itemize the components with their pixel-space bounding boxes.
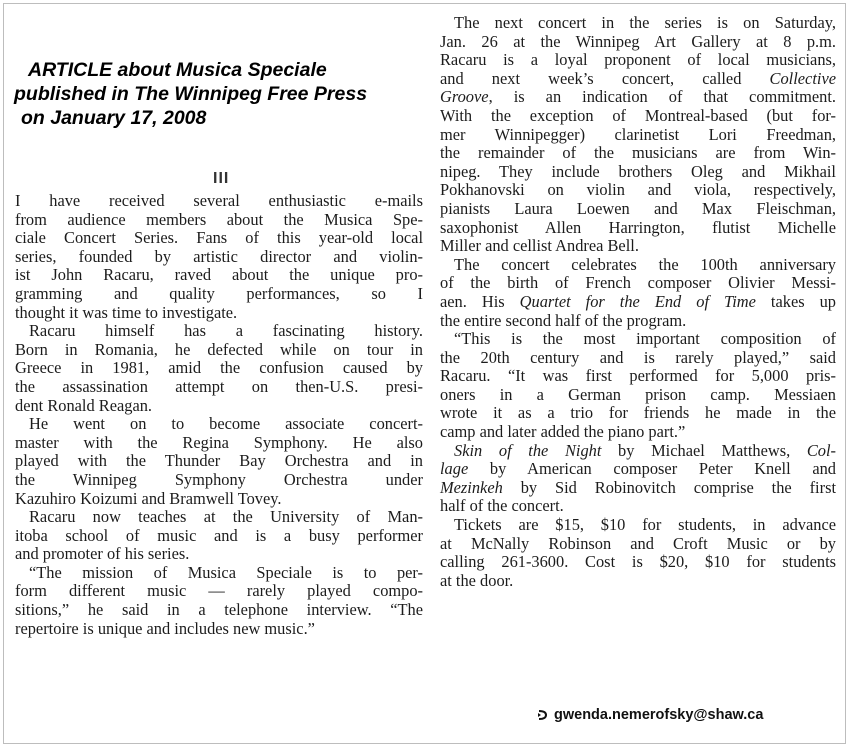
- article-line: saxophonist Allen Harrington, flutist Michelle: [440, 217, 836, 237]
- article-line: thought it was time to investigate.: [15, 302, 238, 322]
- article-line: form different music — rarely played compo-: [15, 581, 423, 601]
- article-line: ciale Concert Series. Fans of this year-old local: [15, 228, 423, 248]
- article-line: With the exception of Montreal-based (but for-: [440, 105, 836, 125]
- article-line: series, founded by artistic director and violin-: [15, 246, 423, 266]
- article-line: oners in a German prison camp. Messiaen: [440, 384, 836, 404]
- article-line: Pokhanovski on violin and viola, respectively,: [440, 180, 836, 200]
- article-left-column: [15, 192, 423, 638]
- article-line: played with the Thunder Bay Orchestra and in: [15, 451, 423, 471]
- article-line: from audience members about the Musica Spe-: [15, 209, 423, 229]
- article-line: repertoire is unique and includes new music.”: [15, 618, 315, 638]
- article-line: calling 261-3600. Cost is $20, $10 for students: [440, 552, 836, 572]
- arrow-icon: [537, 708, 549, 722]
- article-line: the Winnipeg Symphony Orchestra under: [15, 469, 423, 489]
- article-line: Skin of the Night by Michael Matthews, Col-: [454, 440, 836, 460]
- article-line: master with the Regina Symphony. He also: [15, 432, 423, 452]
- article-line: Racaru now teaches at the University of Man-: [29, 507, 423, 527]
- article-line: Groove, is an indication of that commitment.: [440, 87, 836, 107]
- article-caption: [14, 58, 434, 130]
- article-line: itoba school of music and is a busy performer: [15, 525, 423, 545]
- author-email-text[interactable]: gwenda.nemerofsky@shaw.ca: [554, 707, 764, 723]
- article-line: “This is the most important composition of: [454, 329, 836, 349]
- article-line: pianists Laura Loewen and Max Fleischman,: [440, 198, 836, 218]
- article-line: the assassination attempt on then-U.S. presi-: [15, 376, 423, 396]
- article-line: and next week’s concert, called Collective: [440, 68, 836, 88]
- article-line: Miller and cellist Andrea Bell.: [440, 236, 639, 256]
- article-line: Racaru. “It was first performed for 5,000 pris-: [440, 366, 836, 386]
- article-line: The next concert in the series is on Saturday,: [454, 13, 836, 32]
- article-line: Mezinkeh by Sid Robinovitch comprise the first: [440, 477, 836, 497]
- caption-line-1: ARTICLE about Musica Speciale: [28, 59, 327, 81]
- article-right-column: [440, 14, 836, 590]
- caption-line-2: published in The Winnipeg Free Press: [14, 83, 368, 105]
- author-email[interactable]: [537, 707, 763, 723]
- article-line: the entire second half of the program.: [440, 310, 687, 330]
- article-line: the remainder of the musicians are from Win-: [440, 143, 836, 163]
- article-line: Racaru is a loyal proponent of local musicians,: [440, 50, 836, 70]
- article-line: lage by American composer Peter Knell and: [440, 459, 836, 479]
- article-line: camp and later added the piano part.”: [440, 422, 686, 442]
- article-line: Racaru himself has a fascinating history.: [29, 321, 423, 341]
- article-line: Greece in 1981, amid the confusion caused by: [15, 358, 423, 378]
- article-line: at McNally Robinson and Croft Music or by: [440, 533, 836, 553]
- article-line: The concert celebrates the 100th anniversary: [454, 254, 836, 274]
- article-line: He went on to become associate concert-: [29, 414, 423, 434]
- article-line: Born in Romania, he defected while on tour in: [15, 339, 423, 359]
- article-line: Kazuhiro Koizumi and Bramwell Tovey.: [15, 488, 282, 508]
- article-line: the 20th century and is rarely played,” said: [440, 347, 836, 367]
- section-separator: III: [213, 170, 230, 187]
- article-line: nipeg. They include brothers Oleg and Mikhail: [440, 161, 836, 181]
- article-line: of the birth of French composer Olivier Messi-: [440, 273, 836, 293]
- article-line: and promoter of his series.: [15, 544, 190, 564]
- article-line: Jan. 26 at the Winnipeg Art Gallery at 8 p.m.: [440, 31, 836, 51]
- article-line: “The mission of Musica Speciale is to per-: [29, 562, 423, 582]
- caption-line-3: on January 17, 2008: [21, 107, 207, 129]
- article-line: Tickets are $15, $10 for students, in advance: [454, 515, 836, 535]
- article-line: gramming and quality performances, so I: [15, 283, 423, 303]
- article-line: aen. His Quartet for the End of Time takes up: [440, 291, 837, 311]
- article-line: sitions,” he said in a telephone interview. “The: [15, 600, 423, 620]
- article-line: at the door.: [440, 570, 514, 590]
- article-line: wrote it as a trio for friends he made in the: [440, 403, 836, 423]
- article-line: I have received several enthusiastic e-mails: [15, 191, 423, 210]
- article-line: half of the concert.: [440, 496, 564, 516]
- article-line: mer Winnipegger) clarinetist Lori Freedman,: [440, 124, 836, 144]
- article-line: dent Ronald Reagan.: [15, 395, 153, 415]
- article-line: ist John Racaru, raved about the unique pro-: [15, 265, 423, 285]
